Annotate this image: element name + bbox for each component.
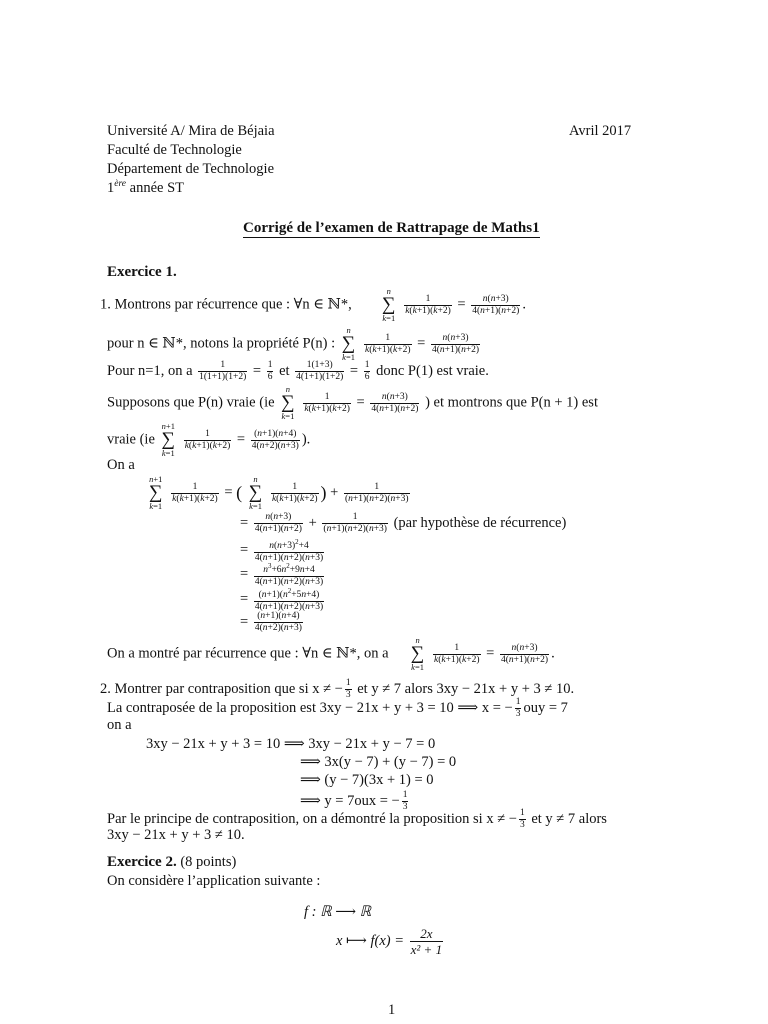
base-case-text: Pour n=1, on a bbox=[107, 362, 193, 379]
fraction: $\frac{n(n+3)}{4(n+1)(n+2)}$ bbox=[431, 332, 480, 355]
university-name: Université A/ Mira de Béjaia bbox=[107, 123, 275, 139]
fraction: $\frac{(n+1)(n+4)}{4(n+2)(n+3)}$ bbox=[251, 428, 299, 451]
derivation-line-3: = $\frac{n(n+3)^2+4}{4(n+1)(n+2)(n+3)}$ bbox=[240, 538, 324, 564]
property-text: pour n ∈ ℕ*, notons la propriété P(n) : bbox=[107, 335, 336, 352]
ex1-goal-line: vraie (ie n+1 ∑ k=1 $\frac{1}{k(k+1)(k+2)}$ = $\frac{(n+1)(n+4)}{4(n+2)(n+3)}$ ). bbox=[107, 421, 311, 458]
montrons-text: ) et montrons que P(n + 1) est bbox=[425, 394, 598, 411]
page-number: 1 bbox=[388, 1002, 396, 1018]
derivation-line-6: = $\frac{(n+1)(n+4)}{4(n+2)(n+3)}$ bbox=[240, 611, 302, 633]
conclusion-text: On a montré par récurrence que : ∀n ∈ ℕ*, on a bbox=[107, 645, 389, 662]
map-line-2-text: x ⟼ f(x) = bbox=[336, 932, 405, 949]
equation-2: ⟹ 3x(y − 7) + (y − 7) = 0 bbox=[300, 754, 457, 770]
fraction: $\frac{1}{k(k+1)(k+2)}$ bbox=[433, 642, 480, 665]
derivation-line-4: = $\frac{n^3+6n^2+9n+4}{4(n+1)(n+2)(n+3)}$ bbox=[240, 562, 324, 588]
fraction: $\frac{1}{3}$ bbox=[402, 790, 408, 812]
fraction bbox=[410, 926, 443, 957]
ex1-base-case: Pour n=1, on a $\frac{1}{1(1+1)(1+2)}$ = $\frac{1}{6}$ et $\frac{1(1+3)}{4(1+1)(1+2)}$ = $\frac{1}{6}$ donc P(1) est vraie. bbox=[107, 360, 489, 382]
exercise2-heading bbox=[107, 854, 236, 871]
year-superscript: ère bbox=[114, 179, 127, 189]
contrapositive-line bbox=[107, 697, 568, 720]
item2-intro: 2. Montrer par contraposition que si x ≠ − bbox=[100, 680, 343, 697]
fraction: $\frac{(n+1)(n+4)}{4(n+2)(n+3)}$ bbox=[254, 611, 302, 633]
fraction-denominator: x² + 1 bbox=[410, 942, 443, 957]
fraction: $\frac{1}{k(k+1)(k+2)}$ bbox=[184, 428, 231, 451]
on-a-label-2: on a bbox=[107, 717, 132, 733]
sum-symbol: n+1 ∑ k=1 bbox=[149, 474, 163, 511]
exam-date: Avril 2017 bbox=[569, 123, 632, 139]
equation-3: ⟹ (y − 7)(3x + 1) = 0 bbox=[300, 772, 434, 788]
contrapositive-end: ouy = 7 bbox=[523, 699, 568, 716]
study-year bbox=[107, 179, 184, 197]
fraction: $\frac{n^3+6n^2+9n+4}{4(n+1)(n+2)(n+3)}$ bbox=[254, 562, 324, 588]
map-line-1: f : ℝ ⟶ ℝ bbox=[304, 904, 372, 920]
fraction: $\frac{(n+1)(n^2+5n+4)}{4(n+1)(n+2)(n+3)}$ bbox=[254, 587, 324, 613]
derivation-line-1: n+1 ∑ k=1 $\frac{1}{k(k+1)(k+2)}$ = ( n ∑ k=1 $\frac{1}{k(k+1)(k+2)}$ ) + $\frac{1}{(n+1)(n+2)(n+3)}$ bbox=[149, 474, 409, 511]
fraction: $\frac{1}{3}$ bbox=[515, 697, 521, 719]
map-line-2 bbox=[336, 926, 445, 957]
sum-symbol: n ∑ k=1 bbox=[382, 286, 396, 323]
year-label: année ST bbox=[126, 179, 185, 196]
item1-intro: 1. Montrons par récurrence que : ∀n ∈ ℕ*, bbox=[100, 296, 352, 313]
fraction: $\frac{1}{3}$ bbox=[519, 808, 525, 830]
fraction: $\frac{n(n+3)}{4(n+1)(n+2)}$ bbox=[254, 512, 302, 534]
fraction: $\frac{1}{(n+1)(n+2)(n+3)}$ bbox=[323, 512, 387, 534]
sum-symbol: n ∑ k=1 bbox=[248, 474, 263, 511]
exercise2-intro: On considère l’application suivante : bbox=[107, 873, 321, 889]
derivation-line-2: = $\frac{n(n+3)}{4(n+1)(n+2)}$ + $\frac{1}{(n+1)(n+2)(n+3)}$ (par hypothèse de récurrence) bbox=[240, 512, 567, 534]
on-a-label: On a bbox=[107, 457, 135, 473]
fraction: $\frac{n(n+3)^2+4}{4(n+1)(n+2)(n+3)}$ bbox=[254, 538, 324, 564]
ex1-property-line: pour n ∈ ℕ*, notons la propriété P(n) : n ∑ k=1 $\frac{1}{k(k+1)(k+2)}$ = $\frac{n(n+3)}{4(n+1)(n+2)}$ bbox=[107, 325, 480, 362]
fraction: $\frac{n(n+3)}{4(n+1)(n+2)}$ bbox=[371, 391, 419, 414]
year-number: 1 bbox=[107, 179, 115, 196]
sum-symbol: n ∑ k=1 bbox=[410, 635, 425, 672]
fraction: $\frac{1}{k(k+1)(k+2)}$ bbox=[172, 481, 218, 504]
derivation-line-5: = $\frac{(n+1)(n^2+5n+4)}{4(n+1)(n+2)(n+3)}$ bbox=[240, 587, 324, 613]
et-word: et bbox=[279, 362, 290, 379]
fraction: $\frac{1}{k(k+1)(k+2)}$ bbox=[271, 481, 318, 504]
fraction: $\frac{1}{1(1+1)(1+2)}$ bbox=[199, 360, 247, 382]
fraction: $\frac{n(n+3)}{4(n+1)(n+2)}$ bbox=[472, 293, 520, 316]
exercise2-points: (8 points) bbox=[180, 854, 237, 870]
sum-symbol: n ∑ k=1 bbox=[341, 325, 356, 362]
hypothesis-note: (par hypothèse de récurrence) bbox=[393, 514, 567, 531]
fraction-numerator: 2x bbox=[410, 926, 443, 942]
title-text: Corrigé de l’examen de Rattrapage de Maths1 bbox=[243, 220, 540, 236]
contrapositive-text: La contraposée de la proposition est 3xy − 21x + y + 3 = 10 ⟹ x = − bbox=[107, 699, 513, 716]
equation-4-text: ⟹ y = 7oux = − bbox=[300, 792, 400, 809]
page-title bbox=[243, 220, 540, 237]
fraction: $\frac{1}{6}$ bbox=[267, 360, 273, 382]
fraction: $\frac{1}{3}$ bbox=[345, 678, 351, 700]
ex1-conclusion: On a montré par récurrence que : ∀n ∈ ℕ*, on a n ∑ k=1 $\frac{1}{k(k+1)(k+2)}$ = $\frac{n(n+3)}{4(n+1)(n+2)}$ . bbox=[107, 635, 555, 672]
principle-end: et y ≠ 7 alors bbox=[531, 810, 607, 827]
fraction: $\frac{1}{k(k+1)(k+2)}$ bbox=[364, 332, 411, 355]
fraction: $\frac{1}{6}$ bbox=[364, 360, 370, 382]
fraction: $\frac{1}{k(k+1)(k+2)}$ bbox=[405, 293, 451, 316]
principle-text: Par le principe de contraposition, on a démontré la proposition si x ≠ − bbox=[107, 810, 517, 827]
vraie-text: vraie (ie bbox=[107, 431, 155, 448]
ex1-item1-statement: 1. Montrons par récurrence que : ∀n ∈ ℕ*, n ∑ k=1 $\frac{1}{k(k+1)(k+2)}$ = $\frac{n(n+3)}{4(n+1)(n+2)}$ . bbox=[100, 286, 526, 323]
supposons-text: Supposons que P(n) vraie (ie bbox=[107, 394, 275, 411]
department-name: Département de Technologie bbox=[107, 161, 275, 177]
fraction: $\frac{1}{(n+1)(n+2)(n+3)}$ bbox=[344, 481, 409, 504]
item2-rest: et y ≠ 7 alors 3xy − 21x + y + 3 ≠ 10. bbox=[357, 680, 575, 697]
fraction: $\frac{1(1+3)}{4(1+1)(1+2)}$ bbox=[296, 360, 344, 382]
sum-symbol: n ∑ k=1 bbox=[281, 384, 295, 421]
faculty-name: Faculté de Technologie bbox=[107, 142, 242, 158]
fraction: $\frac{n(n+3)}{4(n+1)(n+2)}$ bbox=[500, 642, 549, 665]
exercise2-title: Exercice 2. bbox=[107, 854, 177, 870]
exercise1-heading: Exercice 1. bbox=[107, 264, 177, 280]
equation-1: 3xy − 21x + y + 3 = 10 ⟹ 3xy − 21x + y − 7 = 0 bbox=[146, 736, 436, 752]
sum-symbol: n+1 ∑ k=1 bbox=[161, 421, 176, 458]
donc-text: donc P(1) est vraie. bbox=[376, 362, 489, 379]
fraction: $\frac{1}{k(k+1)(k+2)}$ bbox=[304, 391, 350, 414]
ex1-hypothesis-line: Supposons que P(n) vraie (ie n ∑ k=1 $\frac{1}{k(k+1)(k+2)}$ = $\frac{n(n+3)}{4(n+1)(n+2)}$ ) et montrons que P(n + 1) est bbox=[107, 384, 598, 421]
principle-line-2: 3xy − 21x + y + 3 ≠ 10. bbox=[107, 827, 245, 843]
